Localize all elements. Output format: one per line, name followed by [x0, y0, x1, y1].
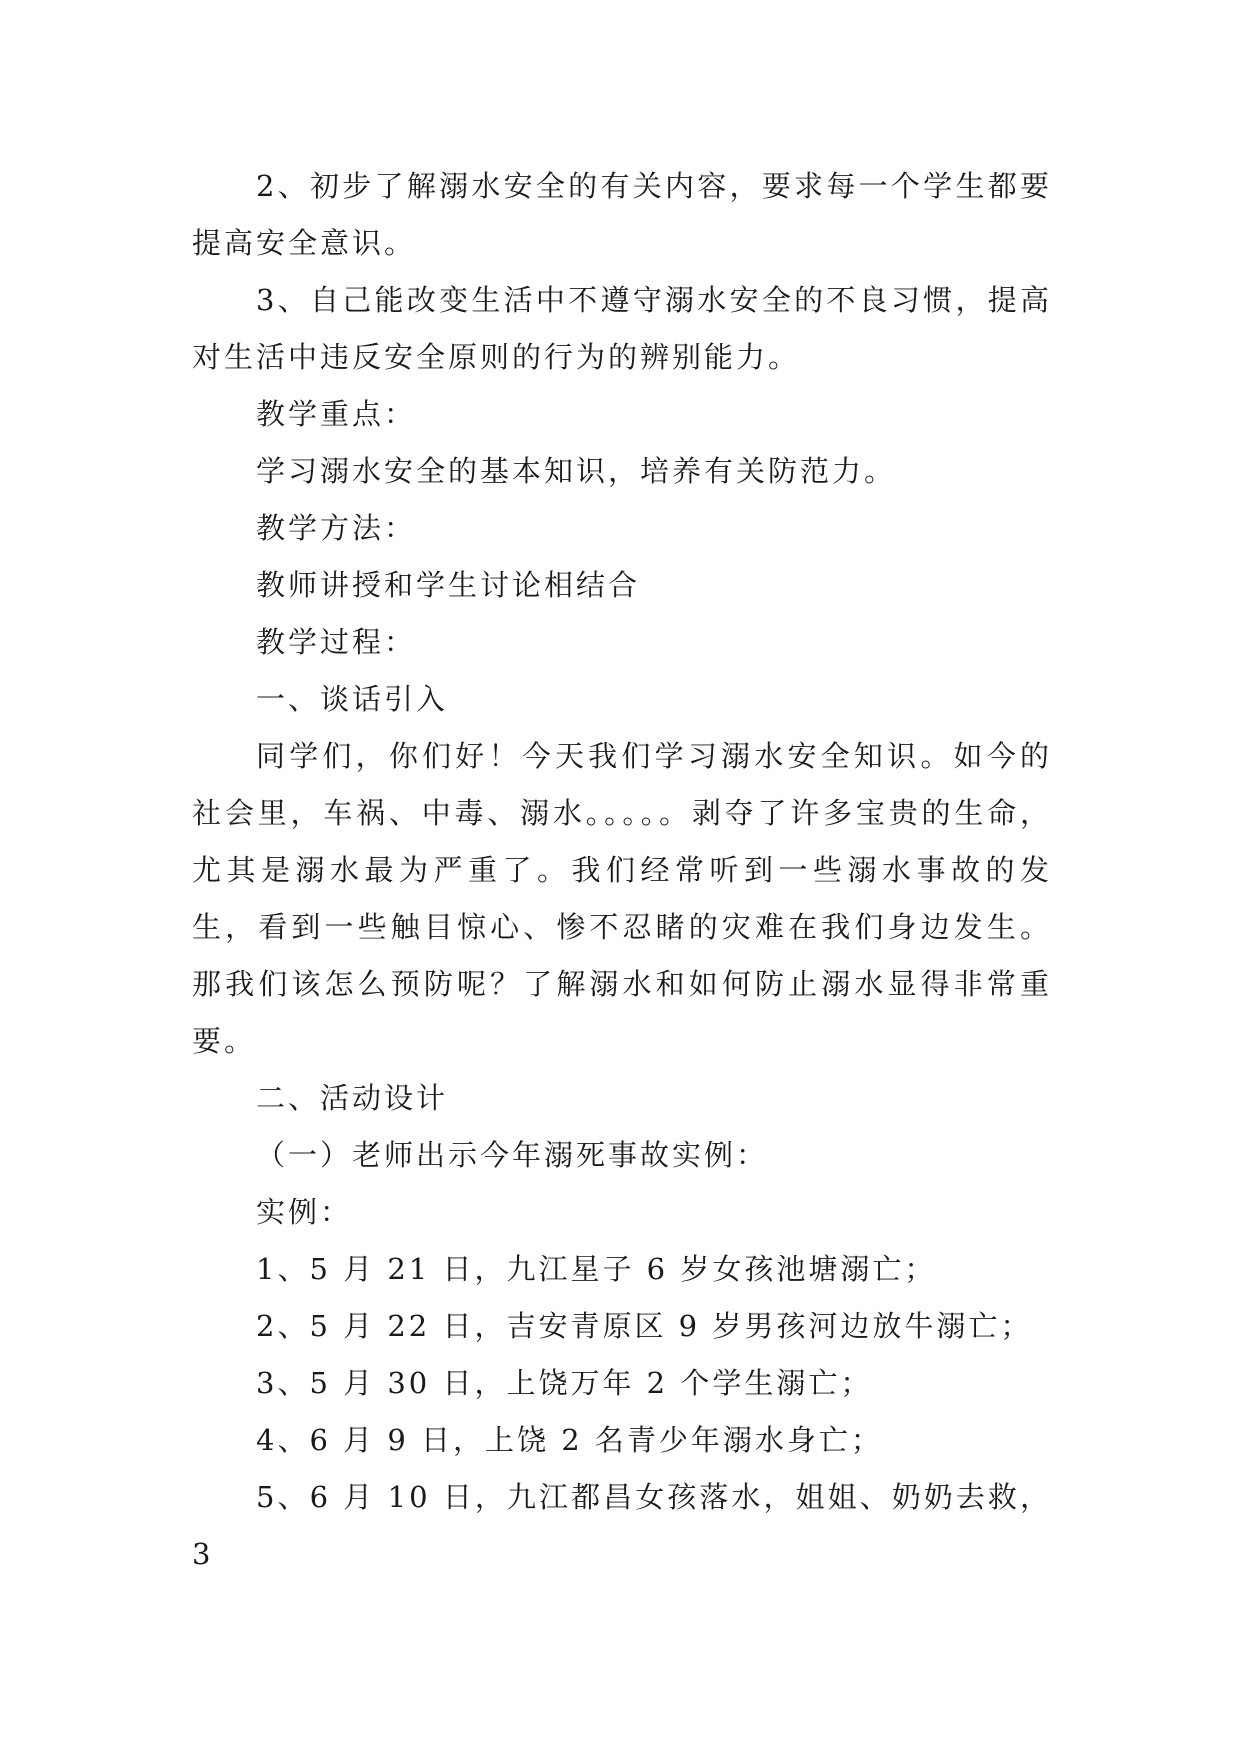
- heading-section-1: 一、谈话引入: [256, 682, 449, 716]
- list-item-example-4: 4、6 月 9 日，上饶 2 名青少年溺水身亡；: [256, 1423, 883, 1457]
- document-body: [192, 158, 1052, 1583]
- list-item-example-1: 1、5 月 21 日，九江星子 6 岁女孩池塘溺亡；: [256, 1252, 937, 1286]
- heading-teaching-process: 教学过程：: [256, 625, 417, 659]
- heading-examples: 实例：: [256, 1195, 353, 1229]
- heading-section-2: 二、活动设计: [256, 1081, 449, 1115]
- paragraph-teaching-method: 教师讲授和学生讨论相结合: [256, 568, 641, 602]
- heading-subsection-1: （一）老师出示今年溺死事故实例：: [256, 1138, 769, 1172]
- paragraph-introduction: 同学们，你们好！今天我们学习溺水安全知识。如今的社会里，车祸、中毒、溺水。。。。。剥夺了许多宝贵的生命，尤其是溺水最为严重了。我们经常听到一些溺水事故的发生，看到一些触目惊心、惨不忍睹的灾难在我们身边发生。那我们该怎么预防呢？了解溺水和如何防止溺水显得非常重要。: [192, 739, 1052, 1058]
- paragraph-objective-3: 3、自己能改变生活中不遵守溺水安全的不良习惯，提高对生活中违反安全原则的行为的辨别能力。: [192, 283, 1052, 374]
- list-item-example-3: 3、5 月 30 日，上饶万年 2 个学生溺亡；: [256, 1366, 873, 1400]
- heading-teaching-method: 教学方法：: [256, 511, 417, 545]
- list-item-example-5: 5、6 月 10 日，九江都昌女孩落水，姐姐、奶奶去救，3: [192, 1480, 1052, 1571]
- paragraph-objective-2: 2、初步了解溺水安全的有关内容，要求每一个学生都要提高安全意识。: [192, 169, 1052, 260]
- list-item-example-2: 2、5 月 22 日，吉安青原区 9 岁男孩河边放牛溺亡；: [256, 1309, 1033, 1343]
- heading-teaching-focus: 教学重点：: [256, 397, 417, 431]
- paragraph-teaching-focus: 学习溺水安全的基本知识，培养有关防范力。: [256, 454, 897, 488]
